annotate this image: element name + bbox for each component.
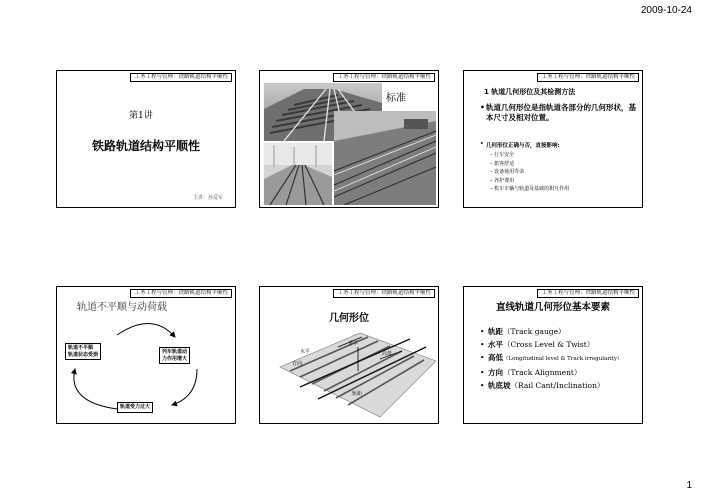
slide-2[interactable]: [259, 70, 439, 208]
list-item: – 旅客舒适: [490, 160, 515, 167]
track-photo-2: [264, 143, 332, 205]
slide-title: 铁路轨道结构平顺性: [91, 139, 200, 153]
standard-label: 标准: [386, 93, 406, 104]
list-item: • 高低（Longitudinal level & Track irregularity）: [480, 353, 623, 362]
track-photo-3: [334, 111, 436, 205]
label-a: 垂平: [348, 341, 359, 347]
list-item: – 养护费用: [490, 177, 515, 184]
bullet-icon: •: [480, 141, 484, 147]
slide-title: 直线轨道几何形位基本要素: [495, 302, 610, 313]
track-geometry-diagram: [260, 287, 439, 424]
label-c: 方向: [292, 361, 303, 367]
bullet-icon: •: [480, 353, 485, 362]
label-e: 轨距: [352, 391, 363, 397]
impact-list: [490, 151, 569, 194]
definition-bullet: • 轨道几何形位是指轨道各部分的几何形状，基本尺寸及相对位置。: [480, 103, 636, 122]
list-item: • 水平（Cross Level & Twist）: [480, 340, 595, 349]
slide-header: 工务工程与管理：铁路轨道结构平顺性: [333, 73, 435, 82]
element-list: [480, 325, 623, 392]
bullet-icon: •: [480, 381, 485, 390]
list-item: • 方向（Track Alignment）: [480, 368, 582, 377]
bullet-icon: •: [480, 327, 485, 336]
lecture-number: 第1讲: [129, 111, 153, 121]
bullet-icon: •: [480, 368, 485, 377]
slide-header: 工务工程与管理：铁路轨道结构平顺性: [130, 73, 232, 82]
overload-box: 轨道受力过大: [117, 402, 153, 413]
bullet-icon: •: [480, 340, 485, 349]
page-number: 1: [686, 480, 692, 491]
list-item: • 轨底坡（Rail Cant/Inclination）: [480, 381, 605, 390]
slide-5[interactable]: [259, 286, 439, 424]
slide-title: 1 轨道几何形位及其检测方法: [484, 88, 576, 96]
list-item: – 行车安全: [490, 152, 515, 158]
irregularity-box: 轨道不平顺 轨道状态受损: [65, 343, 101, 360]
slide-title: 轨道不平顺与动荷载: [77, 302, 167, 313]
author: 主讲：孙爱军: [192, 195, 223, 201]
label-b: 高低: [382, 351, 393, 357]
slide-header: 工务工程与管理：铁路轨道结构平顺性: [130, 289, 232, 298]
slide-6[interactable]: [463, 286, 643, 424]
list-item: • 轨距（Track gauge）: [480, 327, 566, 336]
list-item: – 机车车辆与轨道及基础的相互作用: [490, 186, 570, 193]
bullet-icon: •: [480, 103, 485, 112]
slide-header: 工务工程与管理：铁路轨道结构平顺性: [537, 289, 639, 298]
slide-4[interactable]: [56, 286, 236, 424]
impact-bullet: • 几何形位正确与否，直接影响:: [480, 141, 560, 149]
dynamic-force-box: 列车轨道动 力作用增大: [159, 347, 190, 364]
label-d: 水平: [300, 349, 311, 355]
list-item: – 设备使用寿命: [490, 169, 525, 176]
slide-header: 工务工程与管理：铁路轨道结构平顺性: [537, 73, 639, 82]
slide-3[interactable]: [463, 70, 643, 208]
slide-header: 工务工程与管理：铁路轨道结构平顺性: [333, 289, 435, 298]
print-date: 2009-10-24: [640, 5, 692, 16]
slide-1[interactable]: [56, 70, 236, 208]
slide-title: 几何形位: [329, 313, 369, 324]
